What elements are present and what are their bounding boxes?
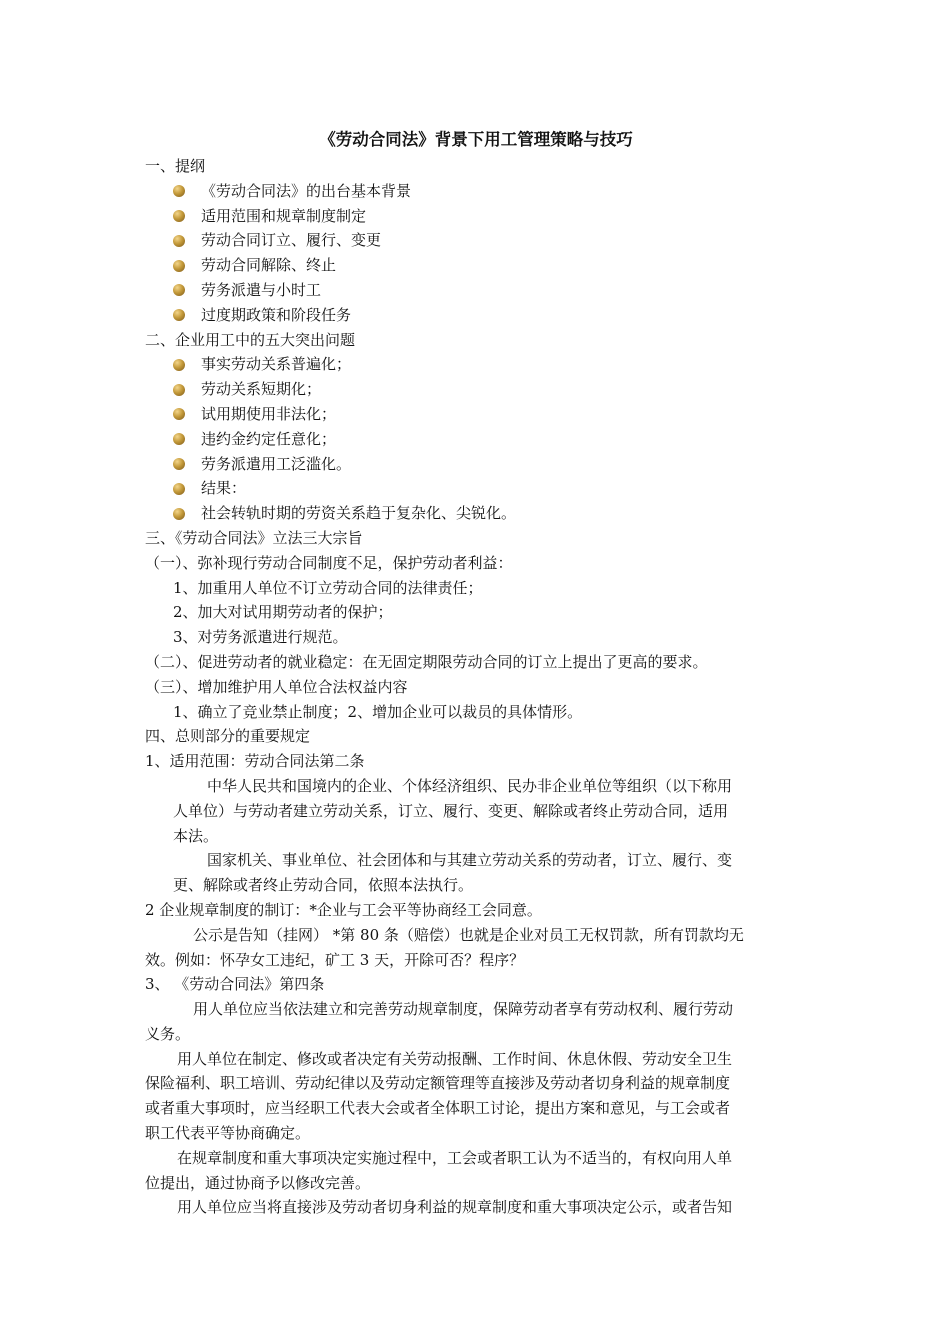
paragraph-line: 国家机关、事业单位、社会团体和与其建立劳动关系的劳动者，订立、履行、变	[207, 851, 733, 870]
bullet-icon	[173, 483, 185, 495]
problem-item: 劳务派遣用工泛滥化。	[145, 452, 807, 477]
bullet-icon	[173, 185, 185, 197]
paragraph-line: 中华人民共和国境内的企业、个体经济组织、民办非企业单位等组织（以下称用	[207, 776, 733, 795]
section-heading-general-provisions: 四、总则部分的重要规定	[145, 727, 311, 746]
section-heading-purposes: 三、《劳动合同法》立法三大宗旨	[145, 528, 363, 547]
paragraph-line: 在规章制度和重大事项决定实施过程中，工会或者职工认为不适当的，有权向用人单	[177, 1148, 733, 1167]
bullet-icon	[173, 260, 185, 272]
outline-item: 过度期政策和阶段任务	[145, 303, 807, 328]
problem-item: 社会转轨时期的劳资关系趋于复杂化、尖锐化。	[145, 501, 807, 526]
paragraph-line: 用人单位在制定、修改或者决定有关劳动报酬、工作时间、休息休假、劳动安全卫生	[177, 1049, 733, 1068]
purpose-subitem: 1、加重用人单位不订立劳动合同的法律责任；	[173, 578, 483, 597]
outline-item: 劳务派遣与小时工	[145, 278, 807, 303]
paragraph-line: 义务。	[145, 1024, 191, 1043]
paragraph-line: 或者重大事项时，应当经职工代表大会或者全体职工讨论，提出方案和意见，与工会或者	[145, 1099, 731, 1118]
bullet-icon	[173, 458, 185, 470]
paragraph-line: 本法。	[173, 826, 219, 845]
paragraph-line: 位提出，通过协商予以修改完善。	[145, 1173, 371, 1192]
bullet-icon	[173, 433, 185, 445]
purpose-subitem: 2、加大对试用期劳动者的保护；	[173, 603, 393, 622]
bullet-icon	[173, 408, 185, 420]
bullet-icon	[173, 359, 185, 371]
bullet-icon	[173, 235, 185, 247]
bullet-icon	[173, 384, 185, 396]
purpose-paragraph: （一）、弥补现行劳动合同制度不足，保护劳动者利益：	[145, 553, 513, 572]
subsection-heading: 3、 《劳动合同法》第四条	[145, 975, 325, 994]
paragraph-line: 效。例如：怀孕女工违纪，矿工 3 天，开除可否？程序？	[145, 950, 525, 969]
problem-item: 事实劳动关系普遍化；	[145, 352, 807, 377]
purpose-paragraph: （三）、增加维护用人单位合法权益内容	[145, 677, 408, 696]
outline-item: 劳动合同订立、履行、变更	[145, 228, 807, 253]
paragraph-line: 职工代表平等协商确定。	[145, 1124, 311, 1143]
bullet-icon	[173, 210, 185, 222]
paragraph-line: 用人单位应当依法建立和完善劳动规章制度，保障劳动者享有劳动权利、履行劳动	[193, 1000, 734, 1019]
paragraph-line: 人单位）与劳动者建立劳动关系，订立、履行、变更、解除或者终止劳动合同，适用	[173, 801, 729, 820]
paragraph-line: 更、解除或者终止劳动合同，依照本法执行。	[173, 876, 474, 895]
problem-item: 结果：	[145, 476, 807, 501]
section-heading-outline: 一、提纲	[145, 157, 206, 175]
subsection-heading: 1、适用范围：劳动合同法第二条	[145, 752, 365, 771]
bullet-icon	[173, 508, 185, 520]
document-page	[145, 126, 807, 1220]
outline-item: 劳动合同解除、终止	[145, 253, 807, 278]
purpose-subitem: 3、对劳务派遣进行规范。	[173, 628, 348, 647]
outline-item: 适用范围和规章制度制定	[145, 204, 807, 229]
problem-item: 试用期使用非法化；	[145, 402, 807, 427]
outline-item: 《劳动合同法》的出台基本背景	[145, 179, 807, 204]
bullet-icon	[173, 309, 185, 321]
paragraph-line: 保险福利、职工培训、劳动纪律以及劳动定额管理等直接涉及劳动者切身利益的规章制度	[145, 1074, 731, 1093]
purpose-subitem: 1、确立了竞业禁止制度；2、增加企业可以裁员的具体情形。	[173, 702, 583, 721]
bullet-icon	[173, 284, 185, 296]
problem-item: 劳动关系短期化；	[145, 377, 807, 402]
problem-item: 违约金约定任意化；	[145, 427, 807, 452]
purpose-paragraph: （二）、促进劳动者的就业稳定：在无固定期限劳动合同的订立上提出了更高的要求。	[145, 652, 708, 671]
subsection-heading: 2 企业规章制度的制订：*企业与工会平等协商经工会同意。	[145, 900, 542, 919]
paragraph-line: 用人单位应当将直接涉及劳动者切身利益的规章制度和重大事项决定公示，或者告知	[177, 1198, 733, 1217]
paragraph-line: 公示是告知（挂网） *第 80 条（赔偿）也就是企业对员工无权罚款，所有罚款均无	[193, 925, 744, 944]
document-title: 《劳动合同法》背景下用工管理策略与技巧	[319, 130, 633, 149]
section-heading-problems: 二、企业用工中的五大突出问题	[145, 330, 356, 349]
